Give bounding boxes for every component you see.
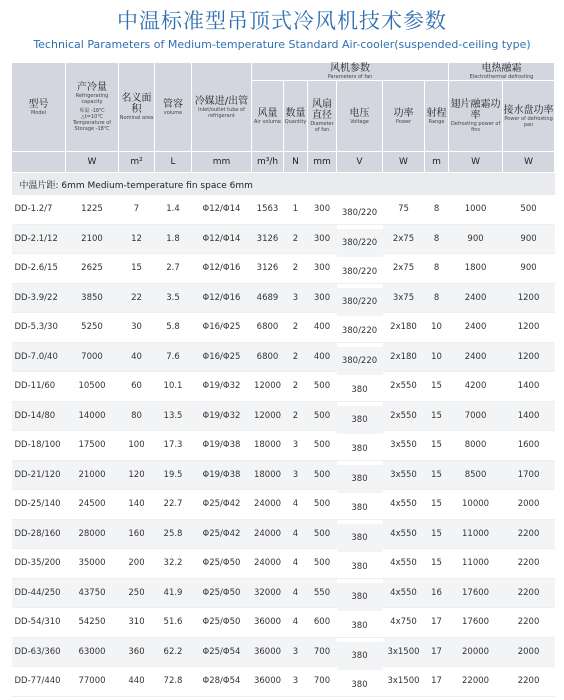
- cell-refrigerant-tube: Φ16/Φ25: [192, 313, 252, 343]
- cell-power: 75: [383, 195, 425, 224]
- cell-fan-quantity: 3: [284, 431, 308, 461]
- cell-volume: 51.6: [155, 608, 192, 638]
- cell-air-volume: 24000: [252, 549, 284, 579]
- cell-fan-diameter: 400: [308, 342, 337, 372]
- cell-power: 4x750: [383, 608, 425, 638]
- cell-fan-diameter: 500: [308, 401, 337, 431]
- cell-volume: 10.1: [155, 372, 192, 402]
- cell-refrigerant-tube: Φ25/Φ50: [192, 549, 252, 579]
- cell-range: 15: [425, 460, 449, 490]
- table-row: [12, 224, 555, 254]
- table-header: [12, 63, 555, 173]
- table-row: [12, 431, 555, 461]
- cell-volume: 22.7: [155, 490, 192, 520]
- cell-pan-defrosting-power: 2000: [503, 490, 555, 520]
- table-row: [12, 372, 555, 402]
- cell-voltage: 380: [337, 494, 383, 524]
- unit-cell: [12, 152, 66, 173]
- cell-power: 4x550: [383, 549, 425, 579]
- cell-air-volume: 36000: [252, 637, 284, 667]
- cell-fan-quantity: 4: [284, 578, 308, 608]
- cell-fan-quantity: 2: [284, 401, 308, 431]
- cell-pan-defrosting-power: 1200: [503, 342, 555, 372]
- cell-voltage: 380: [337, 582, 383, 612]
- cell-nominal-area: 250: [119, 578, 155, 608]
- cell-refrigerating-capacity: 54250: [66, 608, 119, 638]
- cell-range: 17: [425, 667, 449, 697]
- table-row: [12, 313, 555, 343]
- unit-cell: W: [66, 152, 119, 173]
- cell-air-volume: 1563: [252, 195, 284, 224]
- table-row: [12, 490, 555, 520]
- cell-pan-defrosting-power: 900: [503, 254, 555, 284]
- cell-refrigerating-capacity: 2625: [66, 254, 119, 284]
- cell-refrigerant-tube: Φ25/Φ50: [192, 578, 252, 608]
- cell-fan-diameter: 500: [308, 460, 337, 490]
- cell-air-volume: 4689: [252, 283, 284, 313]
- cell-range: 15: [425, 372, 449, 402]
- cell-fins-defrosting-power: 17600: [449, 608, 503, 638]
- cell-fins-defrosting-power: 20000: [449, 637, 503, 667]
- cell-power: 4x550: [383, 519, 425, 549]
- table-row: [12, 578, 555, 608]
- cell-model: DD-3.9/22: [12, 283, 66, 313]
- cell-nominal-area: 30: [119, 313, 155, 343]
- cell-voltage: 380: [337, 612, 383, 642]
- cell-refrigerant-tube: Φ25/Φ50: [192, 608, 252, 638]
- cell-fan-diameter: 550: [308, 578, 337, 608]
- cell-volume: 5.8: [155, 313, 192, 343]
- cell-air-volume: 24000: [252, 490, 284, 520]
- cell-refrigerant-tube: Φ12/Φ16: [192, 283, 252, 313]
- table-row: [12, 637, 555, 667]
- cell-nominal-area: 310: [119, 608, 155, 638]
- cell-fan-diameter: 300: [308, 254, 337, 284]
- cell-range: 15: [425, 549, 449, 579]
- cell-fins-defrosting-power: 1000: [449, 195, 503, 224]
- cell-pan-defrosting-power: 2200: [503, 549, 555, 579]
- cell-refrigerating-capacity: 43750: [66, 578, 119, 608]
- cell-refrigerating-capacity: 10500: [66, 372, 119, 402]
- cell-volume: 1.8: [155, 224, 192, 254]
- cell-refrigerant-tube: Φ25/Φ42: [192, 519, 252, 549]
- cell-power: 3x550: [383, 431, 425, 461]
- cell-air-volume: 18000: [252, 431, 284, 461]
- cell-nominal-area: 22: [119, 283, 155, 313]
- cell-fins-defrosting-power: 10000: [449, 490, 503, 520]
- header-fan-diameter: 风扇直径 Diameter of fan: [308, 81, 337, 152]
- cell-fan-diameter: 300: [308, 283, 337, 313]
- cell-nominal-area: 440: [119, 667, 155, 697]
- cell-fan-quantity: 4: [284, 519, 308, 549]
- cell-pan-defrosting-power: 1400: [503, 372, 555, 402]
- cell-fins-defrosting-power: 7000: [449, 401, 503, 431]
- cell-fan-quantity: 1: [284, 195, 308, 224]
- cell-pan-defrosting-power: 1200: [503, 283, 555, 313]
- cell-power: 3x1500: [383, 667, 425, 697]
- cell-range: 8: [425, 283, 449, 313]
- cell-pan-defrosting-power: 2200: [503, 608, 555, 638]
- cell-model: DD-7.0/40: [12, 342, 66, 372]
- cell-volume: 25.8: [155, 519, 192, 549]
- header-volume: 管容 volume: [155, 63, 192, 152]
- cell-pan-defrosting-power: 1600: [503, 431, 555, 461]
- unit-cell: W: [503, 152, 555, 173]
- cell-model: DD-44/250: [12, 578, 66, 608]
- cell-fan-quantity: 2: [284, 254, 308, 284]
- cell-pan-defrosting-power: 2000: [503, 637, 555, 667]
- cell-air-volume: 18000: [252, 460, 284, 490]
- cell-range: 15: [425, 401, 449, 431]
- cell-fan-quantity: 3: [284, 667, 308, 697]
- cell-refrigerating-capacity: 7000: [66, 342, 119, 372]
- cell-pan-defrosting-power: 500: [503, 195, 555, 224]
- cell-fan-quantity: 3: [284, 637, 308, 667]
- cell-voltage: 380: [337, 671, 383, 700]
- cell-air-volume: 32000: [252, 578, 284, 608]
- cell-voltage: 380/220: [337, 317, 383, 347]
- cell-voltage: 380: [337, 376, 383, 406]
- cell-volume: 41.9: [155, 578, 192, 608]
- cell-refrigerating-capacity: 63000: [66, 637, 119, 667]
- cell-voltage: 380/220: [337, 287, 383, 317]
- section-row: [12, 173, 555, 196]
- cell-refrigerating-capacity: 77000: [66, 667, 119, 697]
- cell-air-volume: 36000: [252, 608, 284, 638]
- table-row: [12, 401, 555, 431]
- cell-power: 2x180: [383, 313, 425, 343]
- cell-fins-defrosting-power: 2400: [449, 313, 503, 343]
- cell-refrigerating-capacity: 21000: [66, 460, 119, 490]
- cell-nominal-area: 100: [119, 431, 155, 461]
- cell-volume: 1.4: [155, 195, 192, 224]
- cell-nominal-area: 80: [119, 401, 155, 431]
- table-row: [12, 195, 555, 224]
- cell-model: DD-14/80: [12, 401, 66, 431]
- cell-pan-defrosting-power: 2200: [503, 667, 555, 697]
- table-body: [12, 195, 555, 696]
- cell-model: DD-5.3/30: [12, 313, 66, 343]
- cell-fan-quantity: 3: [284, 460, 308, 490]
- cell-range: 17: [425, 637, 449, 667]
- cell-voltage: 380: [337, 464, 383, 494]
- cell-fan-quantity: 4: [284, 608, 308, 638]
- table-row: [12, 608, 555, 638]
- unit-cell: m³/h: [252, 152, 284, 173]
- fin-space-label: 中温片距: 6mm Medium-temperature fin space 6mm: [12, 173, 555, 196]
- cell-power: 3x550: [383, 460, 425, 490]
- cell-volume: 72.8: [155, 667, 192, 697]
- cell-fins-defrosting-power: 22000: [449, 667, 503, 697]
- cell-fins-defrosting-power: 900: [449, 224, 503, 254]
- header-fins-defrosting-power: 翅片融霜功率 Defrosting power of fins: [449, 81, 503, 152]
- cell-refrigerant-tube: Φ16/Φ25: [192, 342, 252, 372]
- cell-air-volume: 12000: [252, 372, 284, 402]
- cell-pan-defrosting-power: 1200: [503, 313, 555, 343]
- header-electrothermal-defrosting: 电热融霜 Electrothermal defrosting: [449, 63, 555, 81]
- header-model: 型号 Model: [12, 63, 66, 152]
- unit-cell: mm: [308, 152, 337, 173]
- cell-air-volume: 36000: [252, 667, 284, 697]
- cell-volume: 3.5: [155, 283, 192, 313]
- cell-fan-quantity: 2: [284, 342, 308, 372]
- table-row: [12, 667, 555, 697]
- cell-volume: 17.3: [155, 431, 192, 461]
- cell-nominal-area: 140: [119, 490, 155, 520]
- cell-pan-defrosting-power: 900: [503, 224, 555, 254]
- cell-range: 10: [425, 342, 449, 372]
- cell-fins-defrosting-power: 11000: [449, 549, 503, 579]
- cell-fan-quantity: 2: [284, 313, 308, 343]
- cell-range: 16: [425, 578, 449, 608]
- cell-fan-diameter: 500: [308, 549, 337, 579]
- cell-voltage: 380: [337, 641, 383, 671]
- cell-model: DD-2.6/15: [12, 254, 66, 284]
- cell-fan-quantity: 2: [284, 224, 308, 254]
- cell-fan-diameter: 500: [308, 431, 337, 461]
- table-row: [12, 254, 555, 284]
- cell-model: DD-54/310: [12, 608, 66, 638]
- cell-nominal-area: 7: [119, 195, 155, 224]
- cell-fan-diameter: 300: [308, 224, 337, 254]
- cell-volume: 62.2: [155, 637, 192, 667]
- cell-fins-defrosting-power: 8500: [449, 460, 503, 490]
- cell-fins-defrosting-power: 17600: [449, 578, 503, 608]
- cell-fins-defrosting-power: 4200: [449, 372, 503, 402]
- cell-power: 2x75: [383, 224, 425, 254]
- cell-refrigerating-capacity: 24500: [66, 490, 119, 520]
- cell-voltage: 380/220: [337, 228, 383, 258]
- cell-pan-defrosting-power: 2200: [503, 578, 555, 608]
- units-row: [12, 152, 555, 173]
- cell-model: DD-77/440: [12, 667, 66, 697]
- table-row: [12, 283, 555, 313]
- table-row: [12, 549, 555, 579]
- table-row: [12, 519, 555, 549]
- cell-model: DD-35/200: [12, 549, 66, 579]
- cell-refrigerant-tube: Φ19/Φ32: [192, 401, 252, 431]
- cell-refrigerant-tube: Φ25/Φ54: [192, 637, 252, 667]
- cell-refrigerating-capacity: 35000: [66, 549, 119, 579]
- cell-power: 4x550: [383, 578, 425, 608]
- header-power: 功率 Power: [383, 81, 425, 152]
- cell-fan-diameter: 700: [308, 637, 337, 667]
- cell-fan-diameter: 700: [308, 667, 337, 697]
- cell-nominal-area: 160: [119, 519, 155, 549]
- cell-nominal-area: 200: [119, 549, 155, 579]
- cell-power: 2x550: [383, 401, 425, 431]
- cell-nominal-area: 40: [119, 342, 155, 372]
- cell-air-volume: 6800: [252, 342, 284, 372]
- cell-air-volume: 24000: [252, 519, 284, 549]
- cell-fan-quantity: 2: [284, 372, 308, 402]
- cell-nominal-area: 360: [119, 637, 155, 667]
- cell-air-volume: 12000: [252, 401, 284, 431]
- cell-range: 8: [425, 224, 449, 254]
- cell-voltage: 380/220: [337, 346, 383, 376]
- cell-nominal-area: 60: [119, 372, 155, 402]
- cell-fins-defrosting-power: 11000: [449, 519, 503, 549]
- cell-voltage: 380: [337, 405, 383, 435]
- unit-cell: L: [155, 152, 192, 173]
- table-row: [12, 460, 555, 490]
- cell-range: 8: [425, 254, 449, 284]
- cell-refrigerating-capacity: 17500: [66, 431, 119, 461]
- header-quantity: 数量 Quantity: [284, 81, 308, 152]
- cell-power: 3x75: [383, 283, 425, 313]
- cell-volume: 2.7: [155, 254, 192, 284]
- cell-range: 10: [425, 313, 449, 343]
- unit-cell: W: [383, 152, 425, 173]
- cell-refrigerant-tube: Φ12/Φ14: [192, 224, 252, 254]
- cell-volume: 19.5: [155, 460, 192, 490]
- cell-fan-diameter: 400: [308, 313, 337, 343]
- cell-voltage: 380: [337, 523, 383, 553]
- header-fan-parameters: 风机参数 Parameters of fan: [252, 63, 449, 81]
- cell-volume: 7.6: [155, 342, 192, 372]
- cell-voltage: 380/220: [337, 258, 383, 288]
- unit-cell: W: [449, 152, 503, 173]
- cell-nominal-area: 12: [119, 224, 155, 254]
- cell-model: DD-11/60: [12, 372, 66, 402]
- unit-cell: mm: [192, 152, 252, 173]
- cell-fan-quantity: 4: [284, 549, 308, 579]
- cell-refrigerant-tube: Φ12/Φ16: [192, 254, 252, 284]
- cell-range: 17: [425, 608, 449, 638]
- cell-model: DD-21/120: [12, 460, 66, 490]
- cell-voltage: 380: [337, 435, 383, 465]
- unit-cell: V: [337, 152, 383, 173]
- cell-voltage: 380/220: [337, 199, 383, 228]
- cell-range: 15: [425, 431, 449, 461]
- cell-power: 2x180: [383, 342, 425, 372]
- header-voltage: 电压 Voltage: [337, 81, 383, 152]
- cell-range: 15: [425, 490, 449, 520]
- page-title: 中温标准型吊顶式冷风机技术参数: [0, 0, 564, 34]
- cell-fan-diameter: 600: [308, 608, 337, 638]
- cell-model: DD-28/160: [12, 519, 66, 549]
- cell-fan-diameter: 500: [308, 490, 337, 520]
- cell-model: DD-2.1/12: [12, 224, 66, 254]
- cell-nominal-area: 120: [119, 460, 155, 490]
- cell-range: 8: [425, 195, 449, 224]
- header-range: 射程 Range: [425, 81, 449, 152]
- cell-power: 3x1500: [383, 637, 425, 667]
- cell-fins-defrosting-power: 1800: [449, 254, 503, 284]
- cell-refrigerating-capacity: 3850: [66, 283, 119, 313]
- cell-refrigerant-tube: Φ12/Φ14: [192, 195, 252, 224]
- cell-fan-diameter: 500: [308, 372, 337, 402]
- header-nominal-area: 名义面积 Nominal area: [119, 63, 155, 152]
- cell-refrigerant-tube: Φ25/Φ42: [192, 490, 252, 520]
- cell-fan-diameter: 300: [308, 195, 337, 224]
- cell-refrigerant-tube: Φ19/Φ32: [192, 372, 252, 402]
- header-refrigerant-tube: 冷媒进/出管 Inlet/outlet tube of refrigerant: [192, 63, 252, 152]
- cell-refrigerant-tube: Φ28/Φ54: [192, 667, 252, 697]
- cell-fins-defrosting-power: 2400: [449, 342, 503, 372]
- cell-refrigerating-capacity: 5250: [66, 313, 119, 343]
- header-refrigerating-capacity: 产冷量 Refrigerating capacity 库温 -18℃ △t=10℃ Temperature of Storage -18℃: [66, 63, 119, 152]
- cell-model: DD-1.2/7: [12, 195, 66, 224]
- header-air-volume: 风量 Air volume: [252, 81, 284, 152]
- unit-cell: N: [284, 152, 308, 173]
- cell-model: DD-18/100: [12, 431, 66, 461]
- cell-refrigerating-capacity: 14000: [66, 401, 119, 431]
- cell-refrigerating-capacity: 28000: [66, 519, 119, 549]
- cell-volume: 13.5: [155, 401, 192, 431]
- unit-cell: m²: [119, 152, 155, 173]
- cell-range: 15: [425, 519, 449, 549]
- cell-fan-diameter: 500: [308, 519, 337, 549]
- cell-power: 2x550: [383, 372, 425, 402]
- cell-fan-quantity: 4: [284, 490, 308, 520]
- cell-fan-quantity: 3: [284, 283, 308, 313]
- cell-power: 2x75: [383, 254, 425, 284]
- cell-nominal-area: 15: [119, 254, 155, 284]
- cell-model: DD-25/140: [12, 490, 66, 520]
- cell-air-volume: 3126: [252, 224, 284, 254]
- cell-fins-defrosting-power: 2400: [449, 283, 503, 313]
- cell-power: 4x550: [383, 490, 425, 520]
- cell-model: DD-63/360: [12, 637, 66, 667]
- cell-air-volume: 6800: [252, 313, 284, 343]
- unit-cell: m: [425, 152, 449, 173]
- cell-pan-defrosting-power: 1700: [503, 460, 555, 490]
- header-pan-defrosting-power: 接水盘功率 Power of defrosting pan: [503, 81, 555, 152]
- cell-voltage: 380: [337, 553, 383, 583]
- cell-refrigerating-capacity: 2100: [66, 224, 119, 254]
- cell-volume: 32.2: [155, 549, 192, 579]
- page-subtitle: Technical Parameters of Medium-temperature Standard Air-cooler(suspended-ceiling type): [0, 38, 564, 52]
- cell-pan-defrosting-power: 1400: [503, 401, 555, 431]
- cell-pan-defrosting-power: 2200: [503, 519, 555, 549]
- spec-table: [11, 62, 555, 697]
- cell-refrigerant-tube: Φ19/Φ38: [192, 431, 252, 461]
- cell-refrigerant-tube: Φ19/Φ38: [192, 460, 252, 490]
- table-row: [12, 342, 555, 372]
- cell-fins-defrosting-power: 8000: [449, 431, 503, 461]
- cell-refrigerating-capacity: 1225: [66, 195, 119, 224]
- cell-air-volume: 3126: [252, 254, 284, 284]
